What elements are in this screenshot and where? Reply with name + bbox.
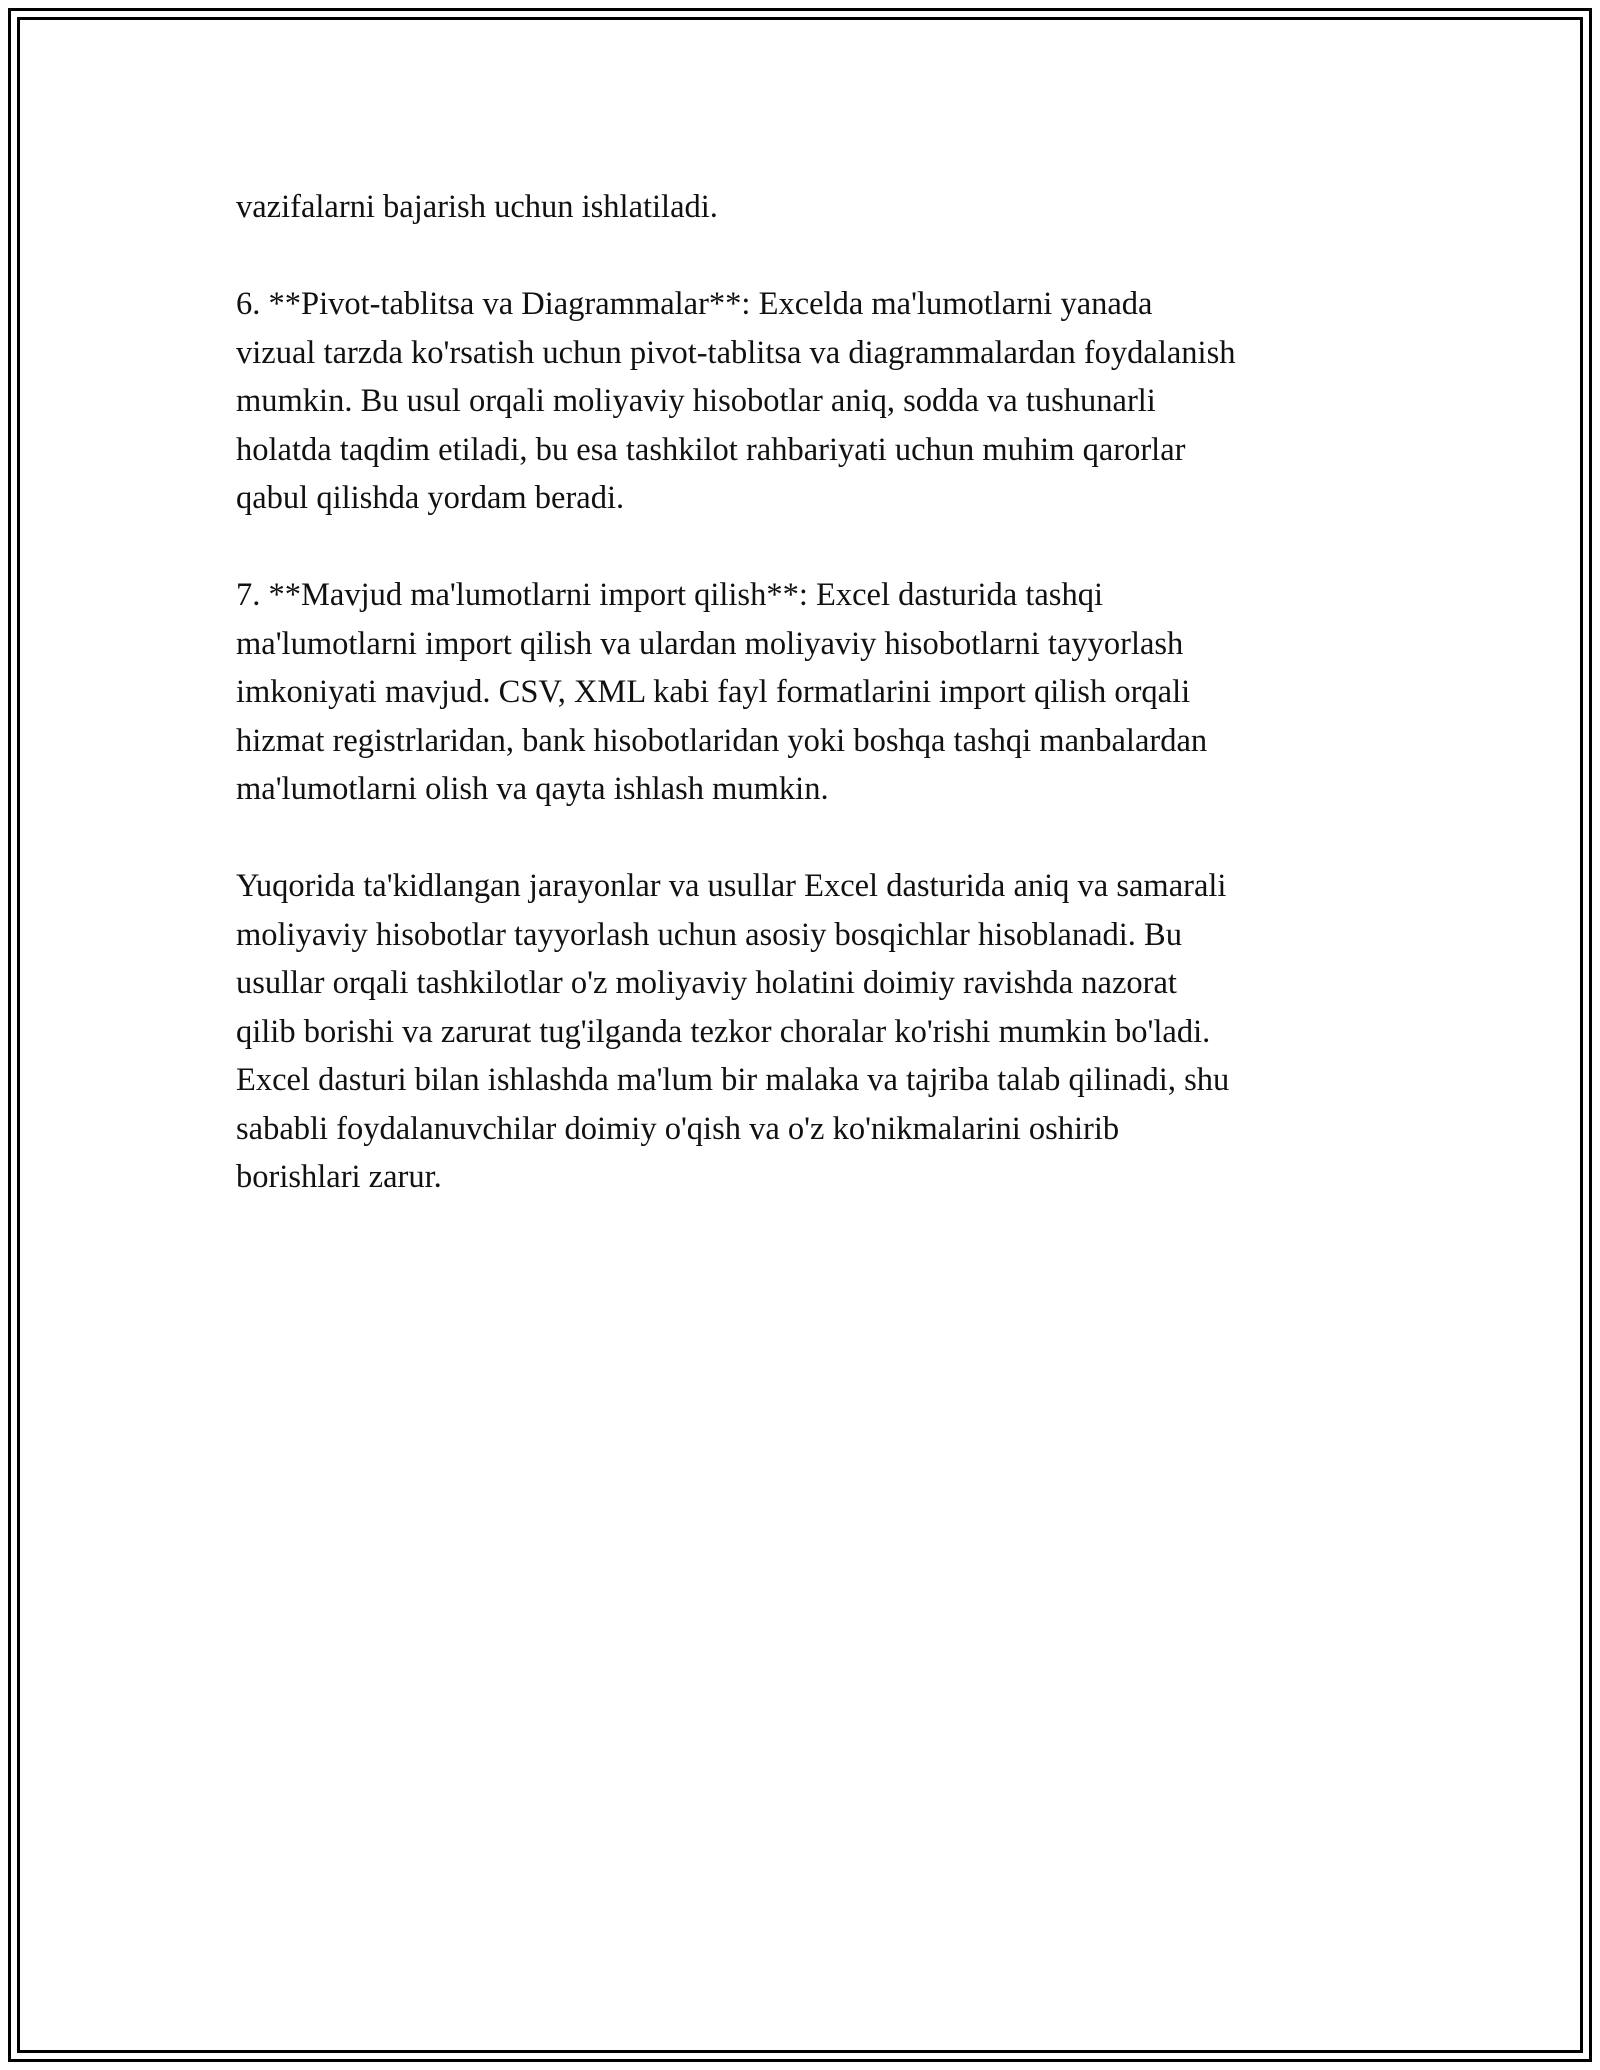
- text-line: Excel dasturi bilan ishlashda ma'lum bir malaka va tajriba talab qilinadi, shu: [236, 1062, 1230, 1098]
- text-line: ma'lumotlarni import qilish va ulardan moliyaviy hisobotlarni tayyorlash: [236, 625, 1184, 662]
- text-line: mumkin. Bu usul orqali moliyaviy hisobotlar aniq, sodda va tushunarli: [236, 383, 1156, 419]
- text-line: vizual tarzda ko'rsatish uchun pivot-tablitsa va diagrammalardan foydalanish: [236, 334, 1236, 371]
- text-line: holatda taqdim etiladi, bu esa tashkilot rahbariyati uchun muhim qarorlar: [236, 431, 1186, 468]
- text-line: Yuqorida ta'kidlangan jarayonlar va usullar Excel dasturida aniq va samarali: [236, 868, 1227, 904]
- paragraph-data-import: [236, 571, 1386, 814]
- text-line: vazifalarni bajarish uchun ishlatiladi.: [236, 189, 718, 225]
- text-line: qilib borishi va zarurat tug'ilganda tezkor choralar ko'rishi mumkin bo'ladi.: [236, 1013, 1211, 1050]
- paragraph-continuation: [236, 183, 1386, 232]
- text-line: borishlari zarur.: [236, 1159, 442, 1195]
- text-line: usullar orqali tashkilotlar o'z moliyaviy holatini doimiy ravishda nazorat: [236, 965, 1177, 1001]
- text-line: sababli foydalanuvchilar doimiy o'qish va o'z ko'nikmalarini oshirib: [236, 1110, 1120, 1147]
- text-line: imkoniyati mavjud. CSV, XML kabi fayl formatlarini import qilish orqali: [236, 674, 1191, 710]
- text-line: hizmat registrlaridan, bank hisobotlaridan yoki boshqa tashqi manbalardan: [236, 722, 1208, 759]
- text-line: ma'lumotlarni olish va qayta ishlash mumkin.: [236, 771, 829, 807]
- text-line: moliyaviy hisobotlar tayyorlash uchun asosiy bosqichlar hisoblanadi. Bu: [236, 916, 1182, 953]
- paragraph-conclusion: [236, 862, 1386, 1202]
- paragraph-pivot-tables: [236, 280, 1386, 523]
- document-body: [236, 183, 1386, 1250]
- text-line: 6. **Pivot-tablitsa va Diagrammalar**: Excelda ma'lumotlarni yanada: [236, 286, 1153, 322]
- text-line: qabul qilishda yordam beradi.: [236, 480, 625, 516]
- text-line: 7. **Mavjud ma'lumotlarni import qilish**: Excel dasturida tashqi: [236, 577, 1103, 613]
